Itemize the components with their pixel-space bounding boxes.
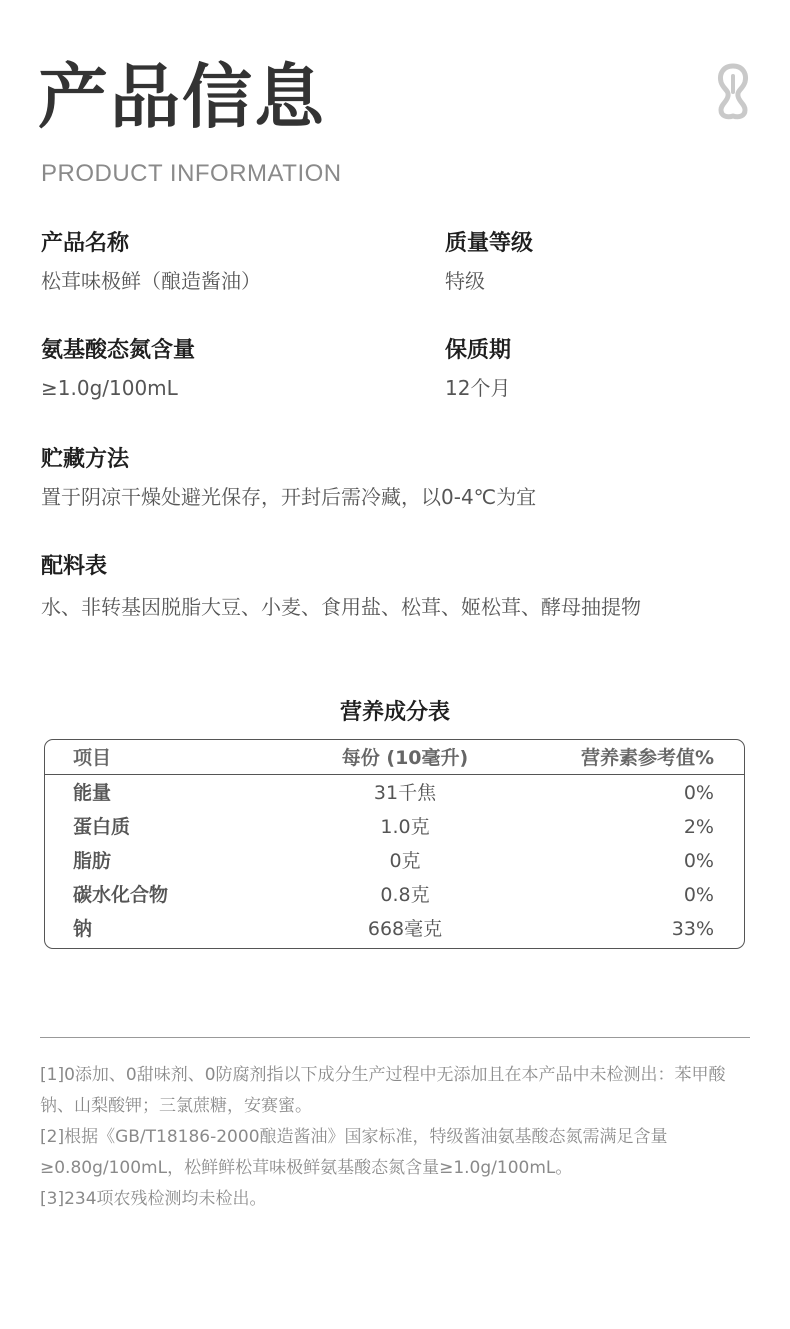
field-label: 质量等级 [445, 231, 534, 256]
field-label: 保质期 [445, 338, 512, 363]
product-name-field [41, 229, 261, 296]
field-label: 贮藏方法 [41, 447, 130, 472]
table-row [45, 878, 744, 912]
table-row [45, 912, 744, 946]
footnotes [40, 1060, 752, 1215]
table-row [45, 844, 744, 878]
row-item: 能量 [73, 782, 112, 804]
row-item: 脂肪 [73, 850, 112, 872]
row-nrv: 0% [683, 782, 714, 804]
row-amount: 0.8克 [380, 884, 430, 906]
field-value: 水、非转基因脱脂大豆、小麦、食用盐、松茸、姬松茸、酵母抽提物 [41, 595, 641, 619]
field-value: 松茸味极鲜（酿造酱油） [41, 269, 261, 293]
field-value: ≥1.0g/100mL [41, 376, 178, 400]
nutrition-table [44, 739, 745, 949]
page-title: 产品信息 [38, 56, 326, 138]
row-amount: 1.0克 [380, 816, 430, 838]
amino-nitrogen-field [41, 336, 195, 403]
page-subtitle: PRODUCT INFORMATION [41, 160, 342, 187]
row-nrv: 2% [683, 816, 714, 838]
footnote: [3]234项农残检测均未检出。 [40, 1189, 267, 1209]
field-label: 氨基酸态氮含量 [41, 338, 196, 363]
field-value: 12个月 [445, 376, 511, 400]
field-value: 置于阴凉干燥处避光保存，开封后需冷藏，以0-4℃为宜 [41, 485, 537, 509]
row-nrv: 33% [671, 918, 714, 940]
storage-method-field [41, 445, 536, 512]
header-nrv: 营养素参考值% [580, 747, 714, 769]
shelf-life-field [445, 336, 511, 403]
row-amount: 0克 [389, 850, 421, 872]
field-label: 配料表 [41, 554, 108, 579]
header-item: 项目 [73, 747, 112, 769]
nutrition-table-title: 营养成分表 [339, 700, 450, 725]
row-amount: 668毫克 [367, 918, 443, 940]
row-item: 碳水化合物 [73, 884, 169, 906]
field-value: 特级 [445, 269, 485, 293]
row-nrv: 0% [683, 884, 714, 906]
row-nrv: 0% [683, 850, 714, 872]
table-row [45, 810, 744, 844]
footnote: [2]根据《GB/T18186-2000酿造酱油》国家标准，特级酱油氨基酸态氮需满足含量≥0.80g/100mL，松鲜鲜松茸味极鲜氨基酸态氮含量≥1.0g/100mL。 [40, 1127, 668, 1178]
ingredients-field [41, 552, 641, 622]
footnote: [1]0添加、0甜味剂、0防腐剂指以下成分生产过程中无添加且在本产品中未检测出：苯甲酸钠、山梨酸钾；三氯蔗糖，安赛蜜。 [40, 1065, 726, 1116]
table-row [45, 776, 744, 810]
field-label: 产品名称 [41, 231, 130, 256]
row-item: 钠 [73, 918, 93, 940]
row-item: 蛋白质 [73, 816, 131, 838]
row-amount: 31千焦 [373, 782, 437, 804]
divider [40, 1037, 750, 1038]
header-per-serving: 每份 (10毫升) [341, 747, 469, 769]
rope-knot-icon [713, 62, 753, 120]
nutrition-table-header [45, 740, 744, 775]
quality-grade-field [445, 229, 533, 296]
